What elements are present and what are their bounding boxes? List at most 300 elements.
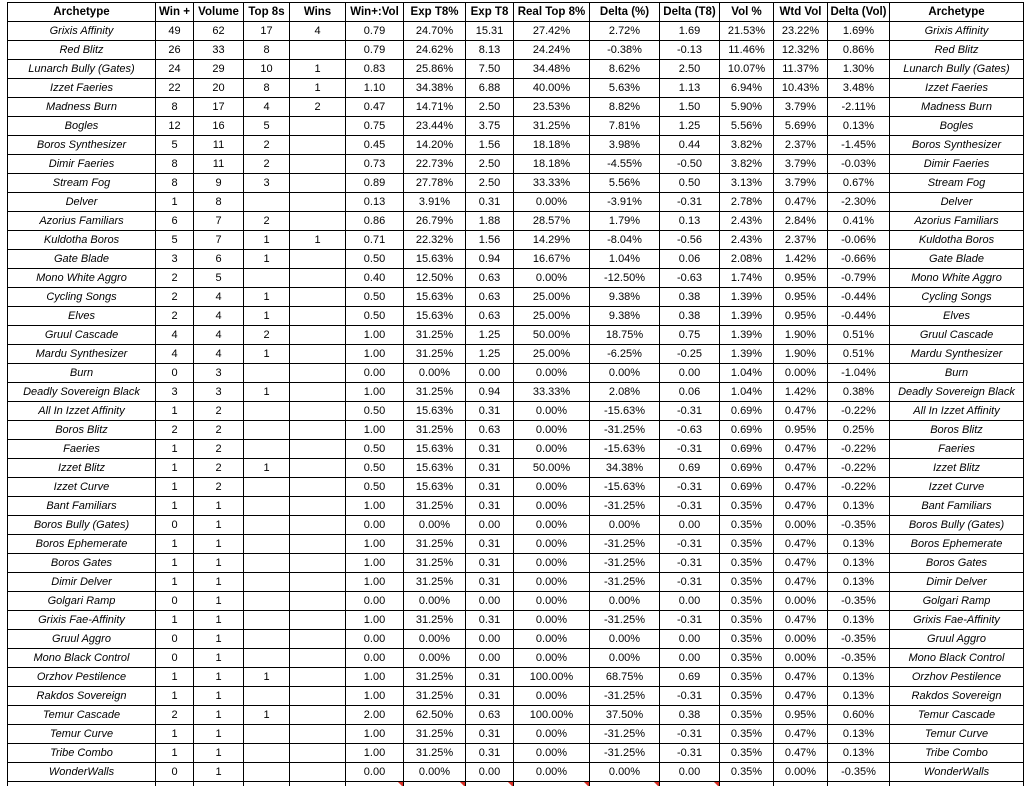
- cell-delta_pct[interactable]: 0.00%: [590, 516, 660, 535]
- cell-exp_t8[interactable]: 0.31: [466, 193, 514, 212]
- cell-delta_t8[interactable]: -0.56: [660, 231, 720, 250]
- cell-vol_pct[interactable]: 1.39%: [720, 326, 774, 345]
- cell-delta_vol[interactable]: 0.13%: [828, 744, 890, 763]
- cell-volume[interactable]: 4: [194, 326, 244, 345]
- cell-exp_t8_pct[interactable]: 0.00%: [404, 364, 466, 383]
- cell-vol_pct[interactable]: 3.13%: [720, 174, 774, 193]
- cell-wins[interactable]: [290, 630, 346, 649]
- cell-delta_pct[interactable]: -31.25%: [590, 497, 660, 516]
- cell-exp_t8_pct[interactable]: 31.25%: [404, 554, 466, 573]
- cell-real_top8_pct[interactable]: 0.00%: [514, 535, 590, 554]
- cell-volume[interactable]: 2: [194, 478, 244, 497]
- cell-delta_vol[interactable]: -0.22%: [828, 478, 890, 497]
- cell-delta_vol[interactable]: -0.35%: [828, 649, 890, 668]
- cell-win_plus[interactable]: 0: [156, 364, 194, 383]
- cell-win_plus[interactable]: 1: [156, 687, 194, 706]
- cell-delta_vol[interactable]: 3.48%: [828, 79, 890, 98]
- cell-delta_vol[interactable]: 0.41%: [828, 212, 890, 231]
- cell-win_plus[interactable]: 2: [156, 421, 194, 440]
- cell-delta_pct[interactable]: 0.00%: [590, 592, 660, 611]
- cell-exp_t8[interactable]: 0.63: [466, 288, 514, 307]
- cell-real_top8_pct[interactable]: 0.00%: [514, 402, 590, 421]
- cell-archetype[interactable]: Dimir Delver: [8, 573, 156, 592]
- cell-delta_vol[interactable]: 0.51%: [828, 326, 890, 345]
- cell-delta_pct[interactable]: -8.04%: [590, 231, 660, 250]
- header-wtd_vol[interactable]: Wtd Vol: [774, 3, 828, 22]
- cell-volume[interactable]: 1: [194, 554, 244, 573]
- cell-exp_t8_pct[interactable]: 23.44%: [404, 117, 466, 136]
- cell-archetype_right[interactable]: Gruul Aggro: [890, 630, 1024, 649]
- cell-delta_pct[interactable]: [590, 782, 660, 786]
- header-delta_vol[interactable]: Delta (Vol): [828, 3, 890, 22]
- cell-win_vol_ratio[interactable]: 0.83: [346, 60, 404, 79]
- cell-real_top8_pct[interactable]: 0.00%: [514, 421, 590, 440]
- cell-top_8s[interactable]: [244, 687, 290, 706]
- cell-volume[interactable]: 3: [194, 364, 244, 383]
- cell-top_8s[interactable]: 2: [244, 136, 290, 155]
- cell-exp_t8[interactable]: 0.31: [466, 611, 514, 630]
- cell-archetype_right[interactable]: Dimir Delver: [890, 573, 1024, 592]
- cell-archetype_right[interactable]: Deadly Sovereign Black: [890, 383, 1024, 402]
- cell-top_8s[interactable]: 1: [244, 231, 290, 250]
- cell-wins[interactable]: [290, 155, 346, 174]
- cell-real_top8_pct[interactable]: 23.53%: [514, 98, 590, 117]
- cell-archetype[interactable]: Grixis Affinity: [8, 22, 156, 41]
- cell-delta_vol[interactable]: -1.45%: [828, 136, 890, 155]
- cell-archetype_right[interactable]: Gate Blade: [890, 250, 1024, 269]
- cell-win_plus[interactable]: 1: [156, 535, 194, 554]
- cell-wins[interactable]: 4: [290, 22, 346, 41]
- cell-wins[interactable]: [290, 174, 346, 193]
- cell-win_vol_ratio[interactable]: 0.79: [346, 22, 404, 41]
- cell-wtd_vol[interactable]: 10.43%: [774, 79, 828, 98]
- cell-delta_t8[interactable]: -0.31: [660, 402, 720, 421]
- cell-wtd_vol[interactable]: 0.47%: [774, 687, 828, 706]
- cell-top_8s[interactable]: [244, 497, 290, 516]
- cell-delta_pct[interactable]: 5.63%: [590, 79, 660, 98]
- cell-win_plus[interactable]: 8: [156, 98, 194, 117]
- cell-exp_t8[interactable]: 1.88: [466, 212, 514, 231]
- cell-top_8s[interactable]: [244, 421, 290, 440]
- cell-archetype_right[interactable]: WonderWalls: [890, 763, 1024, 782]
- cell-exp_t8_pct[interactable]: 31.25%: [404, 326, 466, 345]
- cell-delta_vol[interactable]: -2.30%: [828, 193, 890, 212]
- cell-win_plus[interactable]: 1: [156, 554, 194, 573]
- cell-wtd_vol[interactable]: 12.32%: [774, 41, 828, 60]
- cell-exp_t8_pct[interactable]: 31.25%: [404, 383, 466, 402]
- cell-wins[interactable]: [290, 345, 346, 364]
- cell-volume[interactable]: 1: [194, 763, 244, 782]
- cell-win_plus[interactable]: 24: [156, 60, 194, 79]
- cell-vol_pct[interactable]: 0.35%: [720, 592, 774, 611]
- cell-delta_t8[interactable]: 0.50: [660, 174, 720, 193]
- cell-top_8s[interactable]: [244, 573, 290, 592]
- cell-wtd_vol[interactable]: 0.47%: [774, 459, 828, 478]
- cell-archetype_right[interactable]: Izzet Blitz: [890, 459, 1024, 478]
- cell-delta_pct[interactable]: -31.25%: [590, 573, 660, 592]
- cell-win_plus[interactable]: 2: [156, 288, 194, 307]
- cell-delta_pct[interactable]: 68.75%: [590, 668, 660, 687]
- cell-delta_t8[interactable]: 0.13: [660, 212, 720, 231]
- cell-exp_t8[interactable]: 0.00: [466, 630, 514, 649]
- cell-wtd_vol[interactable]: [774, 782, 828, 786]
- cell-delta_vol[interactable]: -0.22%: [828, 440, 890, 459]
- cell-win_plus[interactable]: 1: [156, 478, 194, 497]
- cell-wins[interactable]: [290, 668, 346, 687]
- cell-win_vol_ratio[interactable]: 0.00: [346, 592, 404, 611]
- cell-exp_t8[interactable]: 0.31: [466, 535, 514, 554]
- cell-win_vol_ratio[interactable]: 0.79: [346, 41, 404, 60]
- cell-delta_t8[interactable]: -0.31: [660, 193, 720, 212]
- cell-wins[interactable]: [290, 117, 346, 136]
- cell-wtd_vol[interactable]: 0.00%: [774, 364, 828, 383]
- cell-archetype[interactable]: Gruul Cascade: [8, 326, 156, 345]
- cell-win_plus[interactable]: [156, 782, 194, 786]
- cell-win_plus[interactable]: 3: [156, 383, 194, 402]
- cell-exp_t8[interactable]: 1.56: [466, 231, 514, 250]
- cell-exp_t8_pct[interactable]: 24.70%: [404, 22, 466, 41]
- cell-delta_pct[interactable]: -3.91%: [590, 193, 660, 212]
- cell-delta_vol[interactable]: -0.06%: [828, 231, 890, 250]
- cell-delta_pct[interactable]: 0.00%: [590, 364, 660, 383]
- cell-exp_t8[interactable]: 0.31: [466, 402, 514, 421]
- cell-delta_t8[interactable]: -0.25: [660, 345, 720, 364]
- cell-volume[interactable]: 1: [194, 725, 244, 744]
- cell-wins[interactable]: [290, 744, 346, 763]
- cell-top_8s[interactable]: [244, 364, 290, 383]
- cell-real_top8_pct[interactable]: 50.00%: [514, 326, 590, 345]
- cell-top_8s[interactable]: [244, 649, 290, 668]
- cell-volume[interactable]: 2: [194, 440, 244, 459]
- cell-volume[interactable]: 20: [194, 79, 244, 98]
- cell-exp_t8[interactable]: 0.63: [466, 307, 514, 326]
- cell-top_8s[interactable]: [244, 478, 290, 497]
- cell-delta_vol[interactable]: 0.38%: [828, 383, 890, 402]
- cell-wtd_vol[interactable]: 0.47%: [774, 554, 828, 573]
- cell-win_plus[interactable]: 0: [156, 516, 194, 535]
- cell-win_vol_ratio[interactable]: 1.00: [346, 345, 404, 364]
- cell-archetype[interactable]: Dimir Faeries: [8, 155, 156, 174]
- cell-win_vol_ratio[interactable]: [346, 782, 404, 786]
- cell-real_top8_pct[interactable]: 50.00%: [514, 459, 590, 478]
- cell-wins[interactable]: [290, 136, 346, 155]
- cell-archetype_right[interactable]: Mono Black Control: [890, 649, 1024, 668]
- cell-real_top8_pct[interactable]: 100.00%: [514, 706, 590, 725]
- cell-delta_vol[interactable]: -0.22%: [828, 402, 890, 421]
- cell-wtd_vol[interactable]: 1.90%: [774, 326, 828, 345]
- cell-exp_t8_pct[interactable]: 14.71%: [404, 98, 466, 117]
- cell-wtd_vol[interactable]: 0.00%: [774, 516, 828, 535]
- cell-top_8s[interactable]: 10: [244, 60, 290, 79]
- cell-delta_pct[interactable]: -15.63%: [590, 402, 660, 421]
- cell-archetype[interactable]: Kuldotha Boros: [8, 231, 156, 250]
- cell-win_vol_ratio[interactable]: 0.00: [346, 364, 404, 383]
- cell-vol_pct[interactable]: 0.35%: [720, 535, 774, 554]
- cell-vol_pct[interactable]: 0.35%: [720, 763, 774, 782]
- cell-vol_pct[interactable]: 21.53%: [720, 22, 774, 41]
- cell-exp_t8_pct[interactable]: 25.86%: [404, 60, 466, 79]
- cell-archetype_right[interactable]: Izzet Curve: [890, 478, 1024, 497]
- cell-wtd_vol[interactable]: 0.47%: [774, 440, 828, 459]
- cell-real_top8_pct[interactable]: 0.00%: [514, 725, 590, 744]
- cell-archetype_right[interactable]: Elves: [890, 307, 1024, 326]
- header-wins[interactable]: Wins: [290, 3, 346, 22]
- cell-delta_vol[interactable]: 0.25%: [828, 421, 890, 440]
- cell-wtd_vol[interactable]: 5.69%: [774, 117, 828, 136]
- cell-top_8s[interactable]: 1: [244, 706, 290, 725]
- cell-wins[interactable]: [290, 288, 346, 307]
- cell-delta_t8[interactable]: 0.06: [660, 383, 720, 402]
- cell-archetype_right[interactable]: Dimir Faeries: [890, 155, 1024, 174]
- cell-delta_pct[interactable]: -15.63%: [590, 478, 660, 497]
- cell-volume[interactable]: 1: [194, 535, 244, 554]
- cell-real_top8_pct[interactable]: 31.25%: [514, 117, 590, 136]
- cell-delta_vol[interactable]: -0.44%: [828, 288, 890, 307]
- cell-delta_vol[interactable]: 1.30%: [828, 60, 890, 79]
- cell-delta_vol[interactable]: 1.69%: [828, 22, 890, 41]
- cell-vol_pct[interactable]: 3.82%: [720, 155, 774, 174]
- cell-volume[interactable]: 1: [194, 573, 244, 592]
- cell-delta_t8[interactable]: 0.00: [660, 364, 720, 383]
- cell-top_8s[interactable]: 17: [244, 22, 290, 41]
- cell-wins[interactable]: [290, 421, 346, 440]
- cell-win_vol_ratio[interactable]: 0.50: [346, 402, 404, 421]
- cell-top_8s[interactable]: [244, 763, 290, 782]
- cell-vol_pct[interactable]: 0.69%: [720, 478, 774, 497]
- cell-real_top8_pct[interactable]: 40.00%: [514, 79, 590, 98]
- cell-delta_pct[interactable]: -31.25%: [590, 725, 660, 744]
- cell-win_vol_ratio[interactable]: 0.50: [346, 478, 404, 497]
- cell-win_plus[interactable]: 1: [156, 725, 194, 744]
- cell-win_vol_ratio[interactable]: 0.73: [346, 155, 404, 174]
- cell-delta_vol[interactable]: 0.13%: [828, 725, 890, 744]
- cell-delta_pct[interactable]: 0.00%: [590, 630, 660, 649]
- cell-exp_t8[interactable]: 2.50: [466, 155, 514, 174]
- cell-exp_t8_pct[interactable]: 31.25%: [404, 611, 466, 630]
- cell-archetype_right[interactable]: Temur Cascade: [890, 706, 1024, 725]
- cell-win_plus[interactable]: 0: [156, 763, 194, 782]
- cell-real_top8_pct[interactable]: 16.67%: [514, 250, 590, 269]
- cell-exp_t8[interactable]: 0.31: [466, 573, 514, 592]
- cell-wtd_vol[interactable]: 0.47%: [774, 497, 828, 516]
- cell-wtd_vol[interactable]: 2.37%: [774, 231, 828, 250]
- cell-real_top8_pct[interactable]: 0.00%: [514, 687, 590, 706]
- cell-real_top8_pct[interactable]: 0.00%: [514, 763, 590, 782]
- cell-delta_vol[interactable]: [828, 782, 890, 786]
- cell-exp_t8[interactable]: 0.31: [466, 478, 514, 497]
- cell-delta_t8[interactable]: 1.13: [660, 79, 720, 98]
- cell-exp_t8_pct[interactable]: 31.25%: [404, 421, 466, 440]
- cell-top_8s[interactable]: 8: [244, 41, 290, 60]
- cell-win_vol_ratio[interactable]: 0.00: [346, 763, 404, 782]
- cell-delta_pct[interactable]: -31.25%: [590, 611, 660, 630]
- cell-archetype[interactable]: Izzet Curve: [8, 478, 156, 497]
- cell-win_plus[interactable]: 1: [156, 744, 194, 763]
- cell-wtd_vol[interactable]: 1.42%: [774, 250, 828, 269]
- cell-delta_t8[interactable]: -0.63: [660, 269, 720, 288]
- cell-wins[interactable]: [290, 782, 346, 786]
- cell-volume[interactable]: 1: [194, 649, 244, 668]
- cell-win_plus[interactable]: 4: [156, 326, 194, 345]
- cell-exp_t8[interactable]: 8.13: [466, 41, 514, 60]
- cell-archetype[interactable]: [8, 782, 156, 786]
- cell-win_vol_ratio[interactable]: 1.00: [346, 668, 404, 687]
- cell-archetype[interactable]: Gruul Aggro: [8, 630, 156, 649]
- cell-volume[interactable]: 62: [194, 22, 244, 41]
- cell-wins[interactable]: [290, 193, 346, 212]
- cell-volume[interactable]: 1: [194, 668, 244, 687]
- cell-exp_t8[interactable]: 0.63: [466, 269, 514, 288]
- cell-volume[interactable]: 1: [194, 744, 244, 763]
- cell-vol_pct[interactable]: 2.78%: [720, 193, 774, 212]
- cell-delta_t8[interactable]: 1.25: [660, 117, 720, 136]
- cell-top_8s[interactable]: [244, 516, 290, 535]
- cell-volume[interactable]: 7: [194, 212, 244, 231]
- cell-top_8s[interactable]: 2: [244, 326, 290, 345]
- cell-win_plus[interactable]: 5: [156, 231, 194, 250]
- cell-wtd_vol[interactable]: 0.95%: [774, 706, 828, 725]
- cell-exp_t8[interactable]: 1.25: [466, 326, 514, 345]
- cell-exp_t8_pct[interactable]: 14.20%: [404, 136, 466, 155]
- cell-wins[interactable]: [290, 687, 346, 706]
- cell-delta_vol[interactable]: -0.03%: [828, 155, 890, 174]
- cell-delta_pct[interactable]: -31.25%: [590, 687, 660, 706]
- cell-top_8s[interactable]: [244, 193, 290, 212]
- cell-delta_vol[interactable]: 0.13%: [828, 668, 890, 687]
- cell-wins[interactable]: [290, 497, 346, 516]
- cell-archetype[interactable]: Golgari Ramp: [8, 592, 156, 611]
- cell-delta_pct[interactable]: -31.25%: [590, 421, 660, 440]
- cell-real_top8_pct[interactable]: 14.29%: [514, 231, 590, 250]
- cell-win_vol_ratio[interactable]: 0.13: [346, 193, 404, 212]
- cell-archetype_right[interactable]: Grixis Affinity: [890, 22, 1024, 41]
- cell-volume[interactable]: 1: [194, 497, 244, 516]
- cell-delta_pct[interactable]: 9.38%: [590, 307, 660, 326]
- cell-real_top8_pct[interactable]: 18.18%: [514, 136, 590, 155]
- cell-win_vol_ratio[interactable]: 0.00: [346, 630, 404, 649]
- cell-exp_t8[interactable]: 7.50: [466, 60, 514, 79]
- cell-top_8s[interactable]: 1: [244, 288, 290, 307]
- cell-real_top8_pct[interactable]: 28.57%: [514, 212, 590, 231]
- cell-wtd_vol[interactable]: 23.22%: [774, 22, 828, 41]
- cell-win_plus[interactable]: 1: [156, 402, 194, 421]
- cell-win_vol_ratio[interactable]: 0.45: [346, 136, 404, 155]
- cell-real_top8_pct[interactable]: 33.33%: [514, 383, 590, 402]
- cell-delta_t8[interactable]: -0.31: [660, 744, 720, 763]
- cell-win_plus[interactable]: 8: [156, 155, 194, 174]
- cell-delta_pct[interactable]: 0.00%: [590, 763, 660, 782]
- cell-wins[interactable]: 2: [290, 98, 346, 117]
- cell-wtd_vol[interactable]: 2.37%: [774, 136, 828, 155]
- cell-wins[interactable]: [290, 706, 346, 725]
- cell-archetype[interactable]: Izzet Faeries: [8, 79, 156, 98]
- cell-exp_t8[interactable]: 0.00: [466, 592, 514, 611]
- cell-delta_pct[interactable]: -31.25%: [590, 554, 660, 573]
- cell-top_8s[interactable]: 1: [244, 345, 290, 364]
- cell-wins[interactable]: [290, 763, 346, 782]
- cell-win_plus[interactable]: 6: [156, 212, 194, 231]
- cell-vol_pct[interactable]: 1.39%: [720, 345, 774, 364]
- cell-delta_pct[interactable]: -31.25%: [590, 535, 660, 554]
- cell-delta_vol[interactable]: 0.13%: [828, 573, 890, 592]
- cell-wins[interactable]: [290, 478, 346, 497]
- cell-delta_t8[interactable]: 1.69: [660, 22, 720, 41]
- cell-archetype[interactable]: Mono Black Control: [8, 649, 156, 668]
- cell-exp_t8[interactable]: 0.31: [466, 497, 514, 516]
- cell-exp_t8_pct[interactable]: 0.00%: [404, 630, 466, 649]
- cell-archetype[interactable]: Faeries: [8, 440, 156, 459]
- cell-wins[interactable]: 1: [290, 231, 346, 250]
- cell-exp_t8[interactable]: 0.31: [466, 744, 514, 763]
- cell-vol_pct[interactable]: 0.35%: [720, 706, 774, 725]
- cell-volume[interactable]: 1: [194, 611, 244, 630]
- cell-delta_t8[interactable]: 0.00: [660, 630, 720, 649]
- cell-archetype[interactable]: Madness Burn: [8, 98, 156, 117]
- cell-delta_pct[interactable]: 5.56%: [590, 174, 660, 193]
- cell-archetype[interactable]: Burn: [8, 364, 156, 383]
- cell-win_plus[interactable]: 8: [156, 174, 194, 193]
- cell-wtd_vol[interactable]: 0.47%: [774, 535, 828, 554]
- cell-archetype[interactable]: Azorius Familiars: [8, 212, 156, 231]
- cell-vol_pct[interactable]: 1.74%: [720, 269, 774, 288]
- cell-wins[interactable]: [290, 212, 346, 231]
- cell-real_top8_pct[interactable]: 0.00%: [514, 497, 590, 516]
- cell-wtd_vol[interactable]: 3.79%: [774, 155, 828, 174]
- cell-delta_t8[interactable]: 2.50: [660, 60, 720, 79]
- cell-volume[interactable]: 8: [194, 193, 244, 212]
- cell-archetype_right[interactable]: Burn: [890, 364, 1024, 383]
- cell-wins[interactable]: [290, 516, 346, 535]
- cell-vol_pct[interactable]: 5.90%: [720, 98, 774, 117]
- cell-archetype_right[interactable]: Mardu Synthesizer: [890, 345, 1024, 364]
- cell-real_top8_pct[interactable]: 34.48%: [514, 60, 590, 79]
- cell-archetype_right[interactable]: Lunarch Bully (Gates): [890, 60, 1024, 79]
- cell-wtd_vol[interactable]: 3.79%: [774, 98, 828, 117]
- cell-archetype_right[interactable]: Golgari Ramp: [890, 592, 1024, 611]
- cell-archetype_right[interactable]: Red Blitz: [890, 41, 1024, 60]
- cell-delta_pct[interactable]: -4.55%: [590, 155, 660, 174]
- cell-exp_t8_pct[interactable]: 15.63%: [404, 459, 466, 478]
- cell-top_8s[interactable]: 1: [244, 383, 290, 402]
- cell-archetype_right[interactable]: Grixis Fae-Affinity: [890, 611, 1024, 630]
- cell-archetype_right[interactable]: Izzet Faeries: [890, 79, 1024, 98]
- cell-top_8s[interactable]: [244, 782, 290, 786]
- cell-archetype[interactable]: Bogles: [8, 117, 156, 136]
- cell-top_8s[interactable]: 3: [244, 174, 290, 193]
- cell-exp_t8[interactable]: 0.00: [466, 649, 514, 668]
- cell-archetype[interactable]: Rakdos Sovereign: [8, 687, 156, 706]
- cell-win_plus[interactable]: 26: [156, 41, 194, 60]
- cell-delta_t8[interactable]: -0.31: [660, 497, 720, 516]
- cell-wins[interactable]: [290, 383, 346, 402]
- cell-delta_t8[interactable]: 0.69: [660, 459, 720, 478]
- cell-real_top8_pct[interactable]: 0.00%: [514, 364, 590, 383]
- cell-exp_t8[interactable]: 0.00: [466, 516, 514, 535]
- cell-exp_t8[interactable]: 0.31: [466, 440, 514, 459]
- cell-top_8s[interactable]: 2: [244, 212, 290, 231]
- cell-exp_t8[interactable]: 0.00: [466, 364, 514, 383]
- cell-archetype[interactable]: Boros Blitz: [8, 421, 156, 440]
- cell-top_8s[interactable]: 5: [244, 117, 290, 136]
- cell-archetype[interactable]: All In Izzet Affinity: [8, 402, 156, 421]
- cell-wtd_vol[interactable]: 0.47%: [774, 193, 828, 212]
- cell-wins[interactable]: 1: [290, 79, 346, 98]
- cell-top_8s[interactable]: [244, 725, 290, 744]
- cell-delta_t8[interactable]: -0.31: [660, 535, 720, 554]
- cell-delta_t8[interactable]: 0.06: [660, 250, 720, 269]
- cell-wins[interactable]: [290, 402, 346, 421]
- cell-vol_pct[interactable]: [720, 782, 774, 786]
